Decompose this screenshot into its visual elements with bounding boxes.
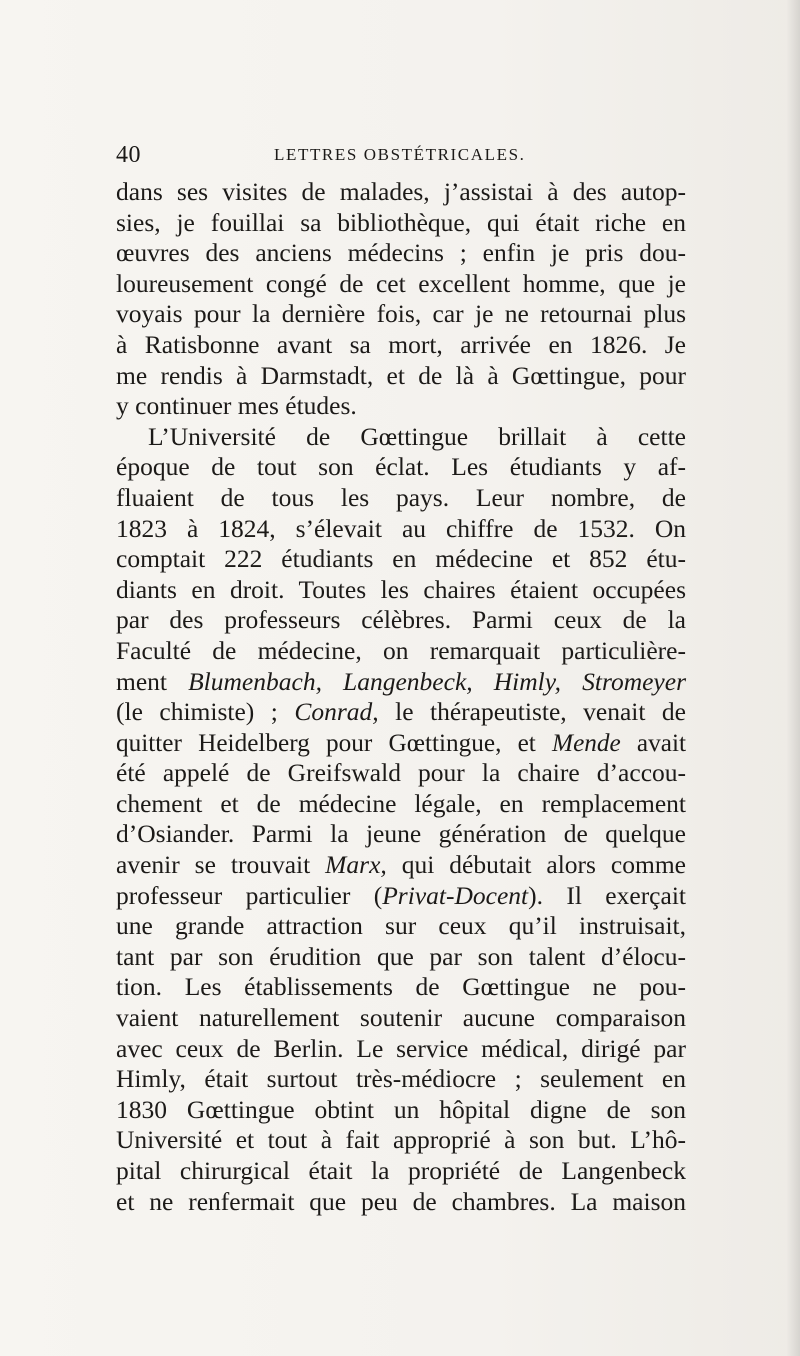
text-segment: comptait 222 étudiants en médecine et 852 étu- bbox=[116, 544, 686, 574]
text-segment: loureusement congé de cet excellent homme, que je bbox=[116, 268, 686, 298]
text-segment: L’Université de Gœttingue brillait à cette bbox=[148, 421, 686, 451]
text-line bbox=[116, 850, 686, 881]
text-line bbox=[116, 330, 686, 361]
text-segment: 1823 à 1824, s’élevait au chiffre de 1532. On bbox=[116, 513, 686, 543]
italic-name-conrad: Conrad, bbox=[294, 697, 379, 727]
text-line bbox=[116, 575, 686, 606]
text-line bbox=[116, 514, 686, 545]
text-line bbox=[116, 1156, 686, 1187]
text-line bbox=[116, 789, 686, 820]
text-segment: sies, je fouillai sa bibliothèque, qui était riche en bbox=[116, 207, 686, 237]
text-line bbox=[116, 1125, 686, 1156]
text-line bbox=[116, 361, 686, 392]
text-line bbox=[116, 269, 686, 300]
text-segment: professeur particulier ( bbox=[116, 880, 383, 910]
text-segment: fluaient de tous les pays. Leur nombre, de bbox=[116, 482, 686, 512]
text-segment: pital chirurgical était la propriété de Langenbeck bbox=[116, 1156, 686, 1185]
text-segment: avec ceux de Berlin. Le service médical, dirigé par bbox=[116, 1033, 686, 1063]
text-line bbox=[116, 758, 686, 789]
text-line bbox=[116, 1003, 686, 1034]
page-number: 40 bbox=[116, 142, 141, 168]
text-line bbox=[116, 177, 686, 208]
text-line bbox=[116, 1034, 686, 1065]
italic-name-marx: Marx, bbox=[325, 850, 387, 880]
text-segment: (le chimiste) ; bbox=[116, 697, 295, 727]
text-segment: qui débutait alors comme bbox=[386, 850, 686, 880]
text-line bbox=[116, 605, 686, 636]
text-segment: avenir se trouvait bbox=[116, 850, 326, 880]
text-line bbox=[116, 208, 686, 239]
text-segment: y continuer mes études. bbox=[116, 391, 357, 421]
text-segment: époque de tout son éclat. Les étudiants y af- bbox=[116, 452, 686, 482]
text-segment: œuvres des anciens médecins ; enfin je pris dou- bbox=[116, 238, 686, 268]
text-segment: ). Il exerçait bbox=[528, 880, 686, 910]
text-line bbox=[116, 667, 686, 698]
text-line bbox=[116, 697, 686, 728]
text-segment: 1830 Gœttingue obtint un hôpital digne de son bbox=[116, 1094, 686, 1124]
text-line bbox=[116, 422, 686, 453]
text-segment: le thérapeutiste, venait de bbox=[378, 697, 686, 727]
text-line bbox=[116, 299, 686, 330]
text-line bbox=[116, 942, 686, 973]
italic-names: Blumenbach, Langenbeck, Himly, Stromeyer bbox=[188, 666, 686, 696]
text-line bbox=[116, 483, 686, 514]
text-segment: d’Osiander. Parmi la jeune génération de quelque bbox=[116, 819, 686, 849]
text-segment: été appelé de Greifswald pour la chaire d’accou- bbox=[116, 758, 686, 788]
text-segment: dans ses visites de malades, j’assistai à des autop- bbox=[116, 177, 686, 206]
text-segment: une grande attraction sur ceux qu’il instruisait, bbox=[116, 911, 686, 941]
text-line bbox=[116, 391, 686, 422]
body-text bbox=[116, 177, 686, 1217]
italic-term-privat-docent: Privat-Docent bbox=[382, 880, 529, 910]
text-line bbox=[116, 819, 686, 850]
text-line bbox=[116, 238, 686, 269]
text-segment: Himly, était surtout très-médiocre ; seulement en bbox=[116, 1064, 686, 1094]
page-edge-shadow bbox=[786, 0, 800, 1356]
text-segment: et ne renfermait que peu de chambres. La maison bbox=[116, 1186, 686, 1216]
text-line bbox=[116, 1095, 686, 1126]
text-line bbox=[116, 728, 686, 759]
text-line bbox=[116, 544, 686, 575]
text-line bbox=[116, 1187, 686, 1218]
text-line bbox=[116, 972, 686, 1003]
text-segment: chement et de médecine légale, en remplacement bbox=[116, 788, 686, 818]
text-segment: me rendis à Darmstadt, et de là à Gœttingue, pour bbox=[116, 360, 686, 390]
text-segment: diants en droit. Toutes les chaires étaient occupées bbox=[116, 574, 686, 604]
text-segment: voyais pour la dernière fois, car je ne retournai plus bbox=[116, 299, 686, 329]
text-segment: ment bbox=[116, 666, 189, 696]
text-line bbox=[116, 452, 686, 483]
text-segment: Faculté de médecine, on remarquait particulière- bbox=[116, 635, 686, 665]
text-segment: quitter Heidelberg pour Gœttingue, et bbox=[116, 728, 553, 757]
text-segment: tant par son érudition que par son talent d’élocu- bbox=[116, 941, 686, 971]
text-line bbox=[116, 881, 686, 912]
text-line bbox=[116, 636, 686, 667]
text-segment: par des professeurs célèbres. Parmi ceux de la bbox=[116, 605, 686, 635]
text-segment: Université et tout à fait approprié à son but. L’hô- bbox=[116, 1125, 686, 1155]
text-line bbox=[116, 1064, 686, 1095]
text-segment: à Ratisbonne avant sa mort, arrivée en 1826. Je bbox=[116, 329, 686, 359]
text-segment: vaient naturellement soutenir aucune comparaison bbox=[116, 1003, 686, 1033]
text-segment: tion. Les établissements de Gœttingue ne pou- bbox=[116, 972, 686, 1002]
running-title: LETTRES OBSTÉTRICALES. bbox=[274, 145, 526, 164]
text-line bbox=[116, 911, 686, 942]
page-header bbox=[116, 142, 686, 172]
text-segment: avait bbox=[620, 728, 686, 757]
italic-name-mende: Mende bbox=[552, 728, 621, 757]
